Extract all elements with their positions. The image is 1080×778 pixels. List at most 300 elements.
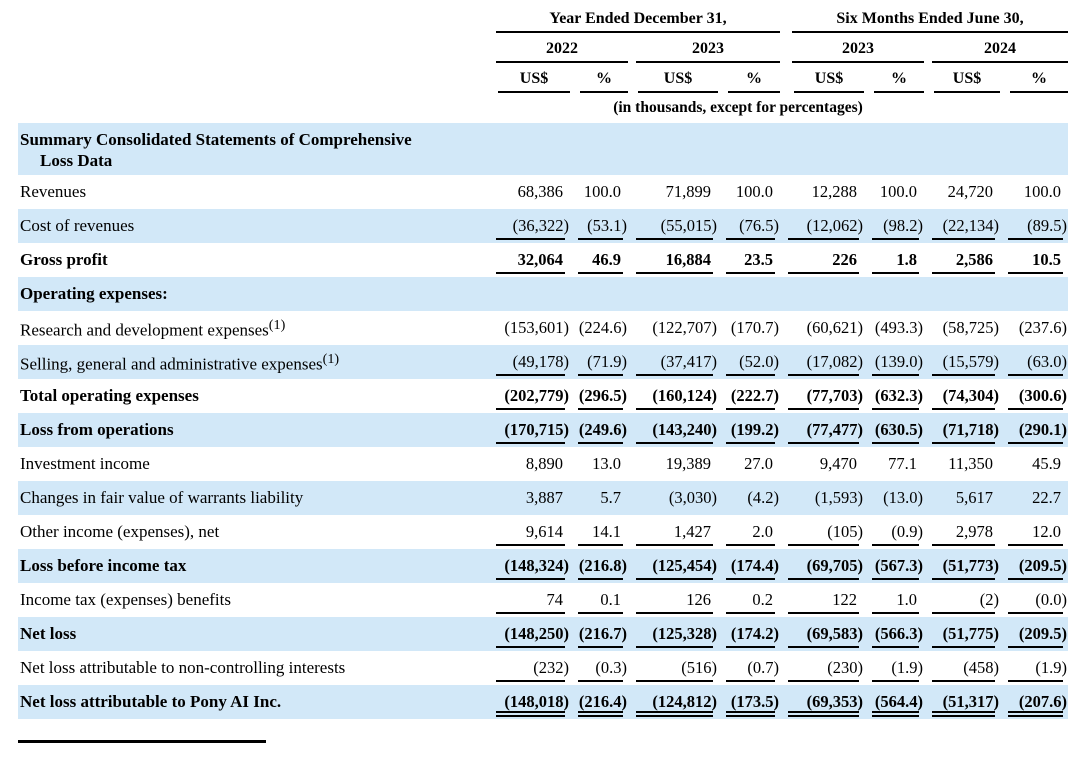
value-cell	[488, 277, 570, 311]
value-cell	[864, 685, 924, 719]
cell-value: (51,775)	[942, 624, 999, 643]
unit-header: %	[718, 70, 780, 93]
total-rule	[1008, 578, 1063, 580]
row-label-text: Net loss attributable to non-controlling interests	[20, 658, 346, 677]
value-cell	[864, 209, 924, 243]
value-cell	[718, 685, 780, 719]
row-label-text: Loss from operations	[20, 420, 174, 439]
row-label-text: Loss before income tax	[20, 556, 187, 575]
double-total-rule	[636, 711, 713, 717]
row-label-text: Net loss	[20, 624, 77, 643]
cell-value: (209.5)	[1018, 624, 1067, 643]
cell-value: (516)	[681, 658, 717, 677]
cell-value: (77,703)	[806, 386, 863, 405]
unit-header: US$	[488, 70, 570, 93]
value-cell	[488, 583, 570, 617]
cell-value: (173.5)	[730, 692, 779, 711]
row-label	[18, 379, 488, 413]
total-rule	[788, 578, 859, 580]
cell-value: (69,705)	[806, 556, 863, 575]
cell-value: 1.0	[896, 590, 917, 609]
table-row	[18, 209, 1068, 243]
cell-value: 14.1	[592, 522, 621, 541]
value-cell	[924, 447, 1000, 481]
value-cell	[488, 549, 570, 583]
total-rule	[578, 544, 623, 546]
value-cell	[718, 209, 780, 243]
cell-value: (222.7)	[730, 386, 779, 405]
cell-value: 2,586	[955, 250, 993, 269]
total-rule	[726, 442, 775, 444]
value-cell	[780, 175, 864, 209]
table-row	[18, 311, 1068, 345]
value-cell	[924, 651, 1000, 685]
cell-value: 5,617	[955, 488, 993, 507]
unit-header: US$	[780, 70, 864, 93]
value-cell	[628, 481, 718, 515]
cell-value: (2)	[979, 590, 999, 609]
cell-value: (71,718)	[942, 420, 999, 439]
value-cell	[488, 481, 570, 515]
value-cell	[780, 413, 864, 447]
value-cell	[488, 345, 570, 379]
cell-value: 0.1	[600, 590, 621, 609]
value-cell	[1000, 515, 1068, 549]
label-column-spacer	[18, 40, 488, 63]
unit-header: %	[570, 70, 628, 93]
value-cell	[1000, 311, 1068, 345]
row-label-text: Cost of revenues	[20, 216, 135, 235]
cell-value: (15,579)	[942, 352, 999, 371]
total-rule	[496, 544, 565, 546]
value-cell	[628, 413, 718, 447]
row-label	[18, 413, 488, 447]
value-cell	[864, 277, 924, 311]
value-cell	[718, 447, 780, 481]
cell-value: (148,324)	[504, 556, 569, 575]
total-rule	[496, 578, 565, 580]
unit-header-row	[18, 70, 1068, 93]
value-cell	[780, 685, 864, 719]
total-rule	[1008, 238, 1063, 240]
value-cell	[1000, 549, 1068, 583]
cell-value: 74	[546, 590, 563, 609]
value-cell	[864, 583, 924, 617]
cell-value: (458)	[963, 658, 999, 677]
unit-header: US$	[924, 70, 1000, 93]
footnote-ref: (1)	[268, 317, 286, 333]
row-label	[18, 277, 488, 311]
value-cell	[718, 277, 780, 311]
value-cell	[924, 243, 1000, 277]
table-row	[18, 379, 1068, 413]
total-rule	[496, 272, 565, 274]
cell-value: (216.4)	[578, 692, 627, 711]
value-cell	[628, 617, 718, 651]
row-label	[18, 617, 488, 651]
total-rule	[1008, 544, 1063, 546]
total-rule	[578, 442, 623, 444]
cell-value: (290.1)	[1018, 420, 1067, 439]
value-cell	[780, 209, 864, 243]
table-row	[18, 515, 1068, 549]
cell-value: 100.0	[1023, 182, 1061, 201]
table-row	[18, 123, 1068, 175]
cell-value: (122,707)	[652, 318, 717, 337]
total-rule	[578, 646, 623, 648]
table-row	[18, 413, 1068, 447]
value-cell	[1000, 175, 1068, 209]
value-cell	[570, 379, 628, 413]
cell-value: 10.5	[1032, 250, 1061, 269]
row-label	[18, 175, 488, 209]
value-cell	[924, 175, 1000, 209]
total-rule	[496, 442, 565, 444]
cell-value: (60,621)	[806, 318, 863, 337]
value-cell	[864, 345, 924, 379]
cell-value: (567.3)	[874, 556, 923, 575]
value-cell	[780, 277, 864, 311]
total-rule	[636, 408, 713, 410]
cell-value: (125,454)	[652, 556, 717, 575]
value-cell	[1000, 209, 1068, 243]
cell-value: 12.0	[1032, 522, 1061, 541]
total-rule	[788, 272, 859, 274]
value-cell	[628, 123, 718, 175]
cell-value: (69,583)	[806, 624, 863, 643]
row-label	[18, 447, 488, 481]
total-rule	[932, 374, 995, 376]
value-cell	[718, 345, 780, 379]
row-label-text: Other income (expenses), net	[20, 522, 220, 541]
year-header-row	[18, 40, 1068, 63]
cell-value: 1.8	[896, 250, 917, 269]
total-rule	[578, 408, 623, 410]
unit-header: US$	[628, 70, 718, 93]
row-label-text: Gross profit	[20, 250, 108, 269]
period-header-2023: 2023	[780, 40, 924, 63]
row-label	[18, 583, 488, 617]
total-rule	[932, 680, 995, 682]
cell-value: 32,064	[517, 250, 563, 269]
cell-value: 2.0	[752, 522, 773, 541]
row-label	[18, 481, 488, 515]
cell-value: (1.9)	[1035, 658, 1067, 677]
cell-value: (98.2)	[883, 216, 923, 235]
value-cell	[488, 413, 570, 447]
cell-value: (300.6)	[1018, 386, 1067, 405]
table-row	[18, 447, 1068, 481]
cell-value: 100.0	[879, 182, 917, 201]
column-group-year-ended	[488, 10, 780, 33]
table-row	[18, 583, 1068, 617]
value-cell	[780, 345, 864, 379]
cell-value: (564.4)	[874, 692, 923, 711]
cell-value: (143,240)	[652, 420, 717, 439]
value-cell	[780, 379, 864, 413]
cell-value: (139.0)	[874, 352, 923, 371]
value-cell	[628, 209, 718, 243]
label-column-spacer	[18, 10, 488, 33]
total-rule	[1008, 374, 1063, 376]
total-rule	[872, 374, 919, 376]
total-rule	[932, 646, 995, 648]
total-rule	[578, 612, 623, 614]
table-row	[18, 277, 1068, 311]
total-rule	[872, 442, 919, 444]
total-rule	[726, 680, 775, 682]
unit-header: %	[1000, 70, 1068, 93]
cell-value: (4.2)	[747, 488, 779, 507]
column-group-six-months	[780, 10, 1068, 33]
row-label	[18, 243, 488, 277]
table-body	[18, 123, 1068, 719]
value-cell	[488, 515, 570, 549]
value-cell	[1000, 379, 1068, 413]
row-label-text: Loss Data	[40, 151, 113, 171]
value-cell	[718, 617, 780, 651]
total-rule	[932, 272, 995, 274]
cell-value: (630.5)	[874, 420, 923, 439]
value-cell	[488, 175, 570, 209]
total-rule	[726, 578, 775, 580]
value-cell	[780, 447, 864, 481]
value-cell	[570, 243, 628, 277]
value-cell	[718, 175, 780, 209]
cell-value: 0.2	[752, 590, 773, 609]
value-cell	[924, 379, 1000, 413]
total-rule	[496, 374, 565, 376]
value-cell	[488, 651, 570, 685]
total-rule	[636, 374, 713, 376]
table-row	[18, 651, 1068, 685]
value-cell	[1000, 583, 1068, 617]
total-rule	[636, 680, 713, 682]
cell-value: 19,389	[665, 454, 711, 473]
value-cell	[570, 209, 628, 243]
value-cell	[780, 617, 864, 651]
total-rule	[636, 272, 713, 274]
total-rule	[578, 680, 623, 682]
cell-value: (224.6)	[578, 318, 627, 337]
value-cell	[780, 583, 864, 617]
cell-value: 23.5	[744, 250, 773, 269]
value-cell	[864, 413, 924, 447]
value-cell	[718, 651, 780, 685]
cell-value: (174.2)	[730, 624, 779, 643]
cell-value: (51,317)	[942, 692, 999, 711]
total-rule	[578, 272, 623, 274]
column-group-six-months-label: Six Months Ended June 30,	[792, 10, 1068, 33]
table-row	[18, 685, 1068, 719]
row-label	[18, 651, 488, 685]
row-label-text: Revenues	[20, 182, 87, 201]
cell-value: (230)	[827, 658, 863, 677]
value-cell	[864, 515, 924, 549]
value-cell	[780, 311, 864, 345]
row-label	[18, 549, 488, 583]
value-cell	[628, 311, 718, 345]
value-cell	[924, 123, 1000, 175]
cell-value: (160,124)	[652, 386, 717, 405]
cell-value: 9,470	[819, 454, 857, 473]
footnote-ref: (1)	[322, 351, 340, 367]
value-cell	[488, 311, 570, 345]
value-cell	[1000, 617, 1068, 651]
value-cell	[718, 549, 780, 583]
cell-value: (174.4)	[730, 556, 779, 575]
value-cell	[628, 345, 718, 379]
total-rule	[788, 374, 859, 376]
cell-value: (58,725)	[942, 318, 999, 337]
value-cell	[864, 651, 924, 685]
total-rule	[496, 612, 565, 614]
value-cell	[488, 379, 570, 413]
total-rule	[726, 374, 775, 376]
value-cell	[1000, 277, 1068, 311]
total-rule	[788, 544, 859, 546]
cell-value: (105)	[827, 522, 863, 541]
total-rule	[496, 646, 565, 648]
cell-value: (0.7)	[747, 658, 779, 677]
value-cell	[628, 243, 718, 277]
value-cell	[570, 413, 628, 447]
value-cell	[628, 583, 718, 617]
value-cell	[924, 311, 1000, 345]
total-rule	[872, 544, 919, 546]
total-rule	[932, 238, 995, 240]
total-rule	[1008, 680, 1063, 682]
cell-value: 22.7	[1032, 488, 1061, 507]
value-cell	[570, 685, 628, 719]
total-rule	[788, 646, 859, 648]
cell-value: (148,018)	[504, 692, 569, 711]
row-label-text: Changes in fair value of warrants liability	[20, 488, 304, 507]
value-cell	[488, 243, 570, 277]
value-cell	[628, 447, 718, 481]
value-cell	[718, 515, 780, 549]
total-rule	[578, 578, 623, 580]
units-note-row	[18, 93, 1068, 123]
row-label-text: Income tax (expenses) benefits	[20, 590, 231, 609]
value-cell	[570, 447, 628, 481]
total-rule	[1008, 272, 1063, 274]
value-cell	[1000, 345, 1068, 379]
value-cell	[924, 209, 1000, 243]
row-label-text: Net loss attributable to Pony AI Inc.	[20, 692, 282, 711]
value-cell	[1000, 651, 1068, 685]
total-rule	[636, 544, 713, 546]
total-rule	[932, 578, 995, 580]
cell-value: (69,353)	[806, 692, 863, 711]
cell-value: (125,328)	[652, 624, 717, 643]
row-label-text: Total operating expenses	[20, 386, 199, 405]
value-cell	[924, 345, 1000, 379]
value-cell	[780, 123, 864, 175]
cell-value: 100.0	[583, 182, 621, 201]
cell-value: 77.1	[888, 454, 917, 473]
cell-value: (53.1)	[587, 216, 627, 235]
total-rule	[578, 238, 623, 240]
cell-value: (37,417)	[660, 352, 717, 371]
total-rule	[496, 408, 565, 410]
cell-value: (77,477)	[806, 420, 863, 439]
total-rule	[872, 680, 919, 682]
table-row	[18, 175, 1068, 209]
total-rule	[496, 680, 565, 682]
cell-value: (12,062)	[806, 216, 863, 235]
value-cell	[718, 311, 780, 345]
cell-value: 3,887	[525, 488, 563, 507]
value-cell	[924, 583, 1000, 617]
total-rule	[578, 374, 623, 376]
total-rule	[932, 544, 995, 546]
value-cell	[570, 277, 628, 311]
total-rule	[872, 272, 919, 274]
row-label	[18, 685, 488, 719]
value-cell	[1000, 481, 1068, 515]
row-label	[18, 515, 488, 549]
cell-value: (237.6)	[1018, 318, 1067, 337]
value-cell	[864, 243, 924, 277]
cell-value: (1,593)	[814, 488, 863, 507]
value-cell	[864, 549, 924, 583]
cell-value: 1,427	[673, 522, 711, 541]
cell-value: (632.3)	[874, 386, 923, 405]
cell-value: (209.5)	[1018, 556, 1067, 575]
cell-value: (3,030)	[668, 488, 717, 507]
double-total-rule	[872, 711, 919, 717]
value-cell	[718, 123, 780, 175]
value-cell	[864, 617, 924, 651]
cell-value: (216.7)	[578, 624, 627, 643]
cell-value: 2,978	[955, 522, 993, 541]
row-label	[18, 209, 488, 243]
total-rule	[788, 238, 859, 240]
period-group-row	[18, 6, 1068, 33]
cell-value: (22,134)	[942, 216, 999, 235]
value-cell	[488, 209, 570, 243]
value-cell	[864, 123, 924, 175]
value-cell	[924, 515, 1000, 549]
units-note: (in thousands, except for percentages)	[613, 99, 863, 116]
total-rule	[1008, 612, 1063, 614]
value-cell	[570, 515, 628, 549]
total-rule	[636, 442, 713, 444]
value-cell	[1000, 413, 1068, 447]
cell-value: (216.8)	[578, 556, 627, 575]
value-cell	[924, 277, 1000, 311]
unit-header: %	[864, 70, 924, 93]
cell-value: (36,322)	[512, 216, 569, 235]
cell-value: (89.5)	[1027, 216, 1067, 235]
value-cell	[1000, 123, 1068, 175]
value-cell	[628, 379, 718, 413]
cell-value: 11,350	[948, 454, 993, 473]
total-rule	[872, 578, 919, 580]
total-rule	[932, 442, 995, 444]
value-cell	[780, 651, 864, 685]
value-cell	[1000, 685, 1068, 719]
value-cell	[1000, 447, 1068, 481]
row-label	[18, 311, 488, 345]
row-label-text: Research and development expenses	[20, 320, 269, 340]
total-rule	[726, 612, 775, 614]
total-rule	[726, 544, 775, 546]
cell-value: (202,779)	[504, 386, 569, 405]
total-rule	[1008, 408, 1063, 410]
cell-value: (0.0)	[1035, 590, 1067, 609]
